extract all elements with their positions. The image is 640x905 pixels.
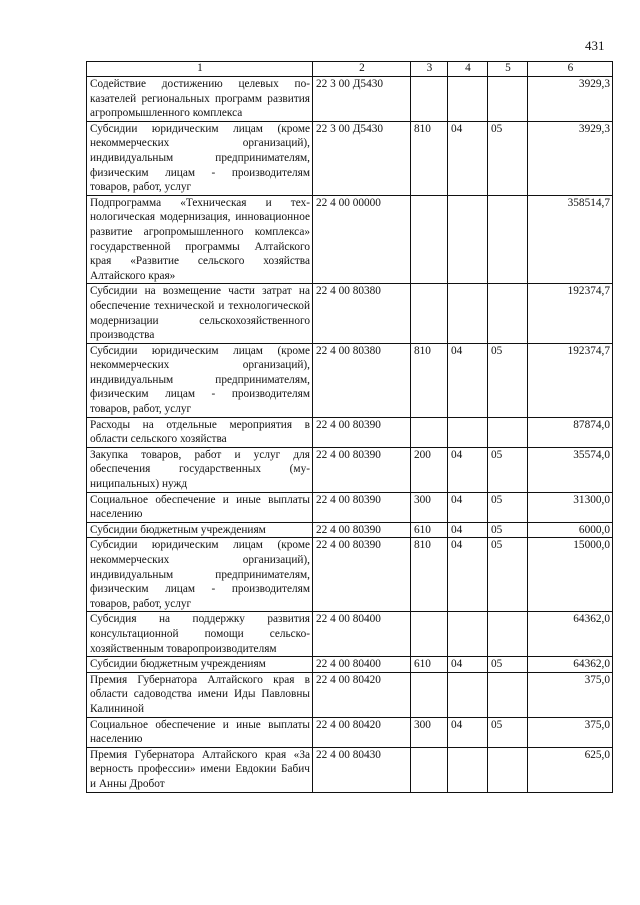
header-col-3: 3 [411,62,448,77]
cell-name: Социальное обеспечение и иные выплаты населению [87,717,313,747]
cell-code: 22 4 00 80380 [313,284,411,343]
cell-subsection: 05 [488,121,528,195]
cell-amount: 87874,0 [528,417,613,447]
table-row [87,417,613,447]
cell-subsection [488,672,528,717]
cell-section: 04 [448,447,488,492]
budget-table [86,61,613,793]
table-row [87,747,613,792]
cell-amount: 6000,0 [528,522,613,538]
cell-section [448,612,488,657]
cell-expense-type [411,77,448,122]
cell-code: 22 4 00 80400 [313,657,411,673]
cell-amount: 31300,0 [528,492,613,522]
cell-subsection [488,195,528,284]
cell-code: 22 4 00 80400 [313,612,411,657]
cell-name: Расходы на отдельные мероприятия в области сельского хозяйства [87,417,313,447]
cell-amount: 358514,7 [528,195,613,284]
table-row [87,657,613,673]
cell-name: Субсидии юридическим лицам (кроме некоммерческих организаций), индивидуальным предпринимателям, физическим лицам - производителям товаров, работ, услуг [87,538,313,612]
cell-amount: 3929,3 [528,121,613,195]
cell-code: 22 3 00 Д5430 [313,77,411,122]
table-row [87,522,613,538]
cell-amount: 35574,0 [528,447,613,492]
cell-expense-type: 300 [411,492,448,522]
cell-section: 04 [448,492,488,522]
table-body [87,77,613,793]
cell-section: 04 [448,522,488,538]
table-row [87,492,613,522]
cell-name: Социальное обеспечение и иные выплаты населению [87,492,313,522]
cell-code: 22 4 00 80380 [313,343,411,417]
table-row [87,343,613,417]
cell-name: Содействие достижению целевых показателей региональных программ развития агропромышленного комплекса [87,77,313,122]
cell-subsection: 05 [488,343,528,417]
cell-code: 22 4 00 80430 [313,747,411,792]
cell-subsection [488,284,528,343]
cell-subsection: 05 [488,522,528,538]
cell-subsection: 05 [488,447,528,492]
cell-section: 04 [448,657,488,673]
cell-amount: 64362,0 [528,612,613,657]
cell-section: 04 [448,343,488,417]
cell-subsection: 05 [488,538,528,612]
cell-subsection: 05 [488,492,528,522]
cell-name: Премия Губернатора Алтайского края в области садоводства имени Иды Павловны Калининой [87,672,313,717]
cell-expense-type: 610 [411,522,448,538]
cell-expense-type [411,612,448,657]
cell-expense-type: 810 [411,538,448,612]
cell-amount: 64362,0 [528,657,613,673]
header-col-5: 5 [488,62,528,77]
cell-section [448,195,488,284]
cell-subsection [488,612,528,657]
cell-expense-type [411,284,448,343]
cell-code: 22 4 00 80390 [313,447,411,492]
cell-name: Закупка товаров, работ и услуг для обеспечения государственных (муниципальных) нужд [87,447,313,492]
header-col-4: 4 [448,62,488,77]
cell-code: 22 4 00 80390 [313,417,411,447]
table-row [87,195,613,284]
table-header-row [87,62,613,77]
cell-section: 04 [448,121,488,195]
cell-name: Субсидии бюджетным учреждениям [87,657,313,673]
cell-code: 22 4 00 80390 [313,522,411,538]
cell-section: 04 [448,538,488,612]
table-row [87,77,613,122]
cell-expense-type [411,672,448,717]
table-row [87,612,613,657]
cell-section [448,747,488,792]
cell-name: Субсидии юридическим лицам (кроме некоммерческих организаций), индивидуальным предпринимателям, физическим лицам - производителям товаров, работ, услуг [87,121,313,195]
table-row [87,121,613,195]
cell-subsection [488,77,528,122]
cell-name: Премия Губернатора Алтайского края «За верность профессии» имени Евдокии Бабич и Анны Дробот [87,747,313,792]
cell-name: Субсидии на возмещение части затрат на обеспечение технической и технологической модернизации сельскохозяйственного производства [87,284,313,343]
cell-amount: 192374,7 [528,284,613,343]
cell-expense-type [411,417,448,447]
table-row [87,717,613,747]
cell-code: 22 4 00 80420 [313,717,411,747]
header-col-1: 1 [87,62,313,77]
header-col-6: 6 [528,62,613,77]
cell-amount: 3929,3 [528,77,613,122]
cell-amount: 375,0 [528,717,613,747]
cell-expense-type: 810 [411,121,448,195]
cell-expense-type: 610 [411,657,448,673]
cell-code: 22 4 00 80420 [313,672,411,717]
cell-subsection: 05 [488,657,528,673]
cell-section [448,284,488,343]
cell-expense-type: 300 [411,717,448,747]
page-number: 431 [585,38,605,53]
cell-expense-type: 200 [411,447,448,492]
cell-expense-type [411,747,448,792]
cell-name: Субсидии бюджетным учреждениям [87,522,313,538]
cell-subsection [488,417,528,447]
cell-name: Субсидия на поддержку развития консультационной помощи сельскохозяйственным товаропроизводителям [87,612,313,657]
cell-code: 22 4 00 80390 [313,538,411,612]
header-col-2: 2 [313,62,411,77]
cell-name: Подпрограмма «Техническая и технологическая модернизация, инновационное развитие агропромышленного комплекса» государственной программы Алтайского края «Развитие сельского хозяйства Алтайского края» [87,195,313,284]
table-row [87,284,613,343]
table-row [87,447,613,492]
cell-section [448,417,488,447]
cell-amount: 375,0 [528,672,613,717]
cell-amount: 192374,7 [528,343,613,417]
cell-section: 04 [448,717,488,747]
cell-section [448,77,488,122]
cell-code: 22 4 00 00000 [313,195,411,284]
cell-code: 22 4 00 80390 [313,492,411,522]
cell-expense-type: 810 [411,343,448,417]
cell-amount: 15000,0 [528,538,613,612]
cell-name: Субсидии юридическим лицам (кроме некоммерческих организаций), индивидуальным предпринимателям, физическим лицам - производителям товаров, работ, услуг [87,343,313,417]
cell-expense-type [411,195,448,284]
cell-section [448,672,488,717]
cell-subsection [488,747,528,792]
cell-subsection: 05 [488,717,528,747]
table-row [87,672,613,717]
cell-code: 22 3 00 Д5430 [313,121,411,195]
cell-amount: 625,0 [528,747,613,792]
table-row [87,538,613,612]
